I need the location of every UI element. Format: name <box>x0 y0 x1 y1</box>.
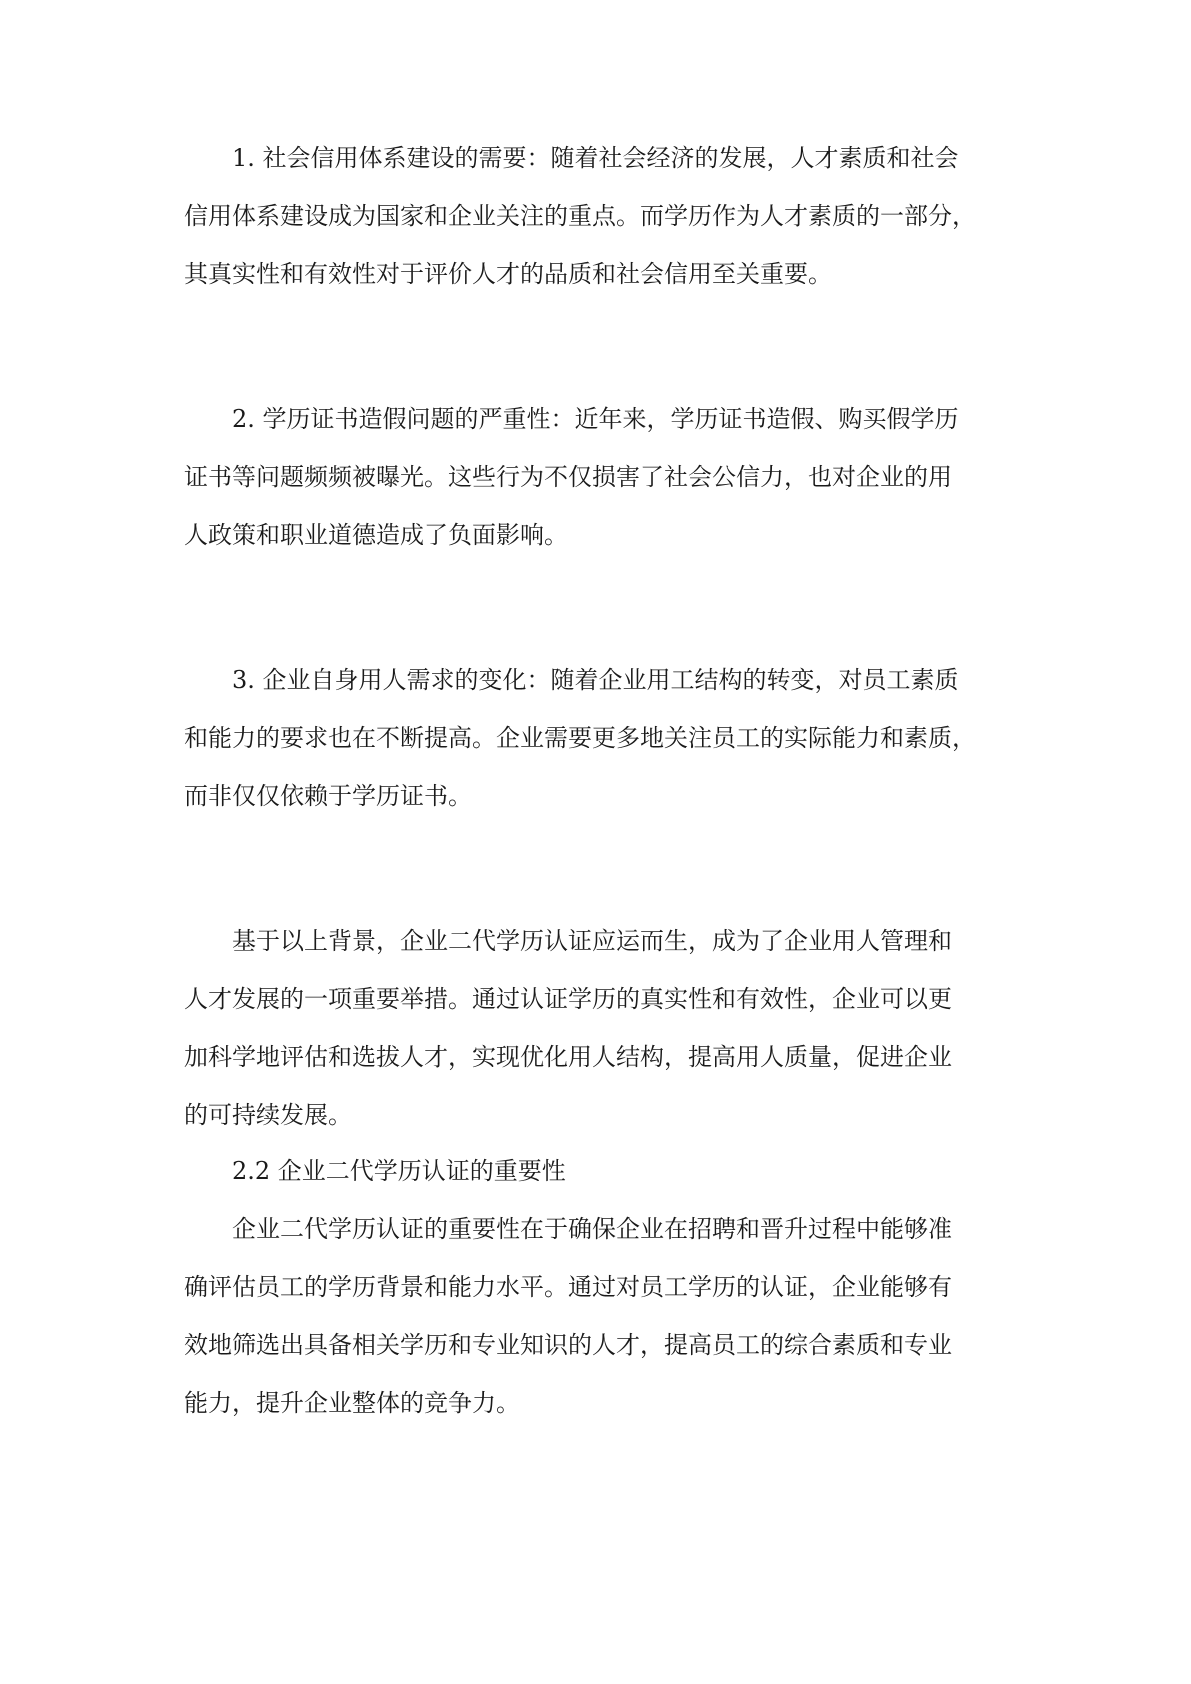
paragraph-line: 的可持续发展。 <box>184 1101 352 1129</box>
paragraph-line: 人才发展的一项重要举措。通过认证学历的真实性和有效性，企业可以更 <box>184 985 952 1013</box>
paragraph-line: 而非仅仅依赖于学历证书。 <box>184 782 472 810</box>
section-heading: 2.2 企业二代学历认证的重要性 <box>232 1157 566 1185</box>
paragraph-line: 加科学地评估和选拔人才，实现优化用人结构，提高用人质量，促进企业 <box>184 1043 952 1071</box>
paragraph-line: 2. 学历证书造假问题的严重性：近年来，学历证书造假、购买假学历 <box>232 405 959 433</box>
paragraph-line: 人政策和职业道德造成了负面影响。 <box>184 521 568 549</box>
paragraph-line: 3. 企业自身用人需求的变化：随着企业用工结构的转变，对员工素质 <box>232 666 959 694</box>
paragraph-line: 证书等问题频频被曝光。这些行为不仅损害了社会公信力，也对企业的用 <box>184 463 952 491</box>
paragraph-line: 基于以上背景，企业二代学历认证应运而生，成为了企业用人管理和 <box>232 927 952 955</box>
paragraph-line: 和能力的要求也在不断提高。企业需要更多地关注员工的实际能力和素质， <box>184 724 976 752</box>
paragraph-line: 信用体系建设成为国家和企业关注的重点。而学历作为人才素质的一部分， <box>184 202 976 230</box>
paragraph-line: 其真实性和有效性对于评价人才的品质和社会信用至关重要。 <box>184 260 832 288</box>
paragraph-line: 确评估员工的学历背景和能力水平。通过对员工学历的认证，企业能够有 <box>184 1273 952 1301</box>
paragraph-line: 能力，提升企业整体的竞争力。 <box>184 1389 520 1417</box>
paragraph-line: 企业二代学历认证的重要性在于确保企业在招聘和晋升过程中能够准 <box>232 1215 952 1243</box>
paragraph-line: 效地筛选出具备相关学历和专业知识的人才，提高员工的综合素质和专业 <box>184 1331 952 1359</box>
paragraph-line: 1. 社会信用体系建设的需要：随着社会经济的发展，人才素质和社会 <box>232 144 959 172</box>
